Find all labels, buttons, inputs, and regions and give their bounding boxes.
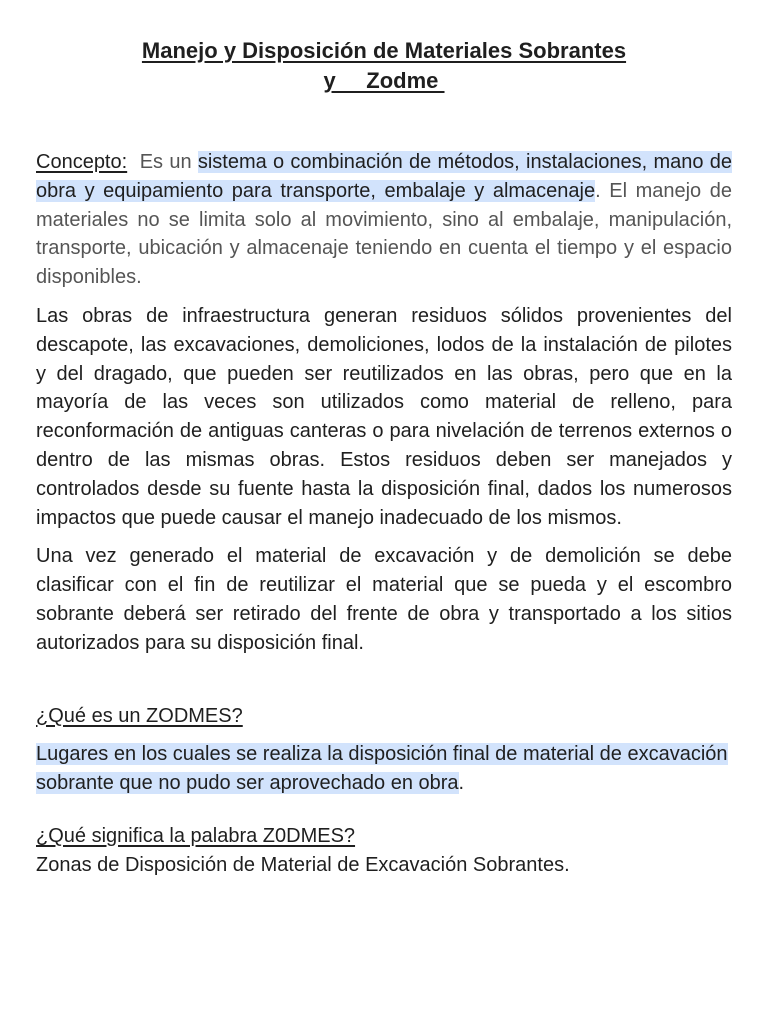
zodmes-meaning-question-text: ¿Qué significa la palabra Z0DMES?	[36, 824, 356, 847]
zodmes-answer	[36, 740, 732, 798]
zodmes-question-heading	[36, 702, 732, 731]
concept-paragraph	[36, 148, 732, 292]
excavation-paragraph: Una vez generado el material de excavación y de demolición se debe clasificar con el fin de reutilizar el material que se pueda y el escombro sobrante deberá ser retirado del frente de obra y transportado a los sitios autorizados para su disposición final.	[36, 545, 732, 654]
concept-continuation: . El manejo de materiales no se limita solo al movimiento, sino al embalaje, manipulación, transporte, ubicación y almacenaje teniendo en cuenta el tiempo y el espacio disponibles.	[36, 179, 732, 289]
title-line-2: y Zodme	[323, 68, 445, 93]
zodmes-answer-highlighted: Lugares en los cuales se realiza la disposición final de material de excavación sobrante que no pudo ser aprovechado en obra	[36, 743, 728, 795]
document-page	[36, 36, 732, 880]
concept-intro: Es un	[127, 151, 198, 173]
title-line-1: Manejo y Disposición de Materiales Sobrantes	[141, 38, 627, 63]
concept-label: Concepto:	[36, 151, 128, 173]
zodmes-answer-end: .	[458, 772, 465, 795]
zodmes-meaning-heading	[36, 822, 732, 851]
zodmes-meaning-answer: Zonas de Disposición de Material de Excavación Sobrantes.	[36, 853, 570, 876]
document-title	[36, 36, 732, 96]
zodmes-question-text: ¿Qué es un ZODMES?	[36, 704, 243, 727]
concept-highlighted-text: sistema o combinación de métodos, instalaciones, mano de obra y equipamiento para transporte, embalaje y almacenaje	[36, 151, 733, 202]
infrastructure-paragraph: Las obras de infraestructura generan residuos sólidos provenientes del descapote, las excavaciones, demoliciones, lodos de la instalación de pilotes y del dragado, que pueden ser reutilizados en las obras, pero que en la mayoría de las veces son utilizados como material de relleno, para reconformación de antiguas canteras o para nivelación de terrenos externos o dentro de las mismas obras. Estos residuos deben ser manejados y controlados desde su fuente hasta la disposición final, dados los numerosos impactos que puede causar el manejo inadecuado de los mismos.	[36, 304, 732, 529]
